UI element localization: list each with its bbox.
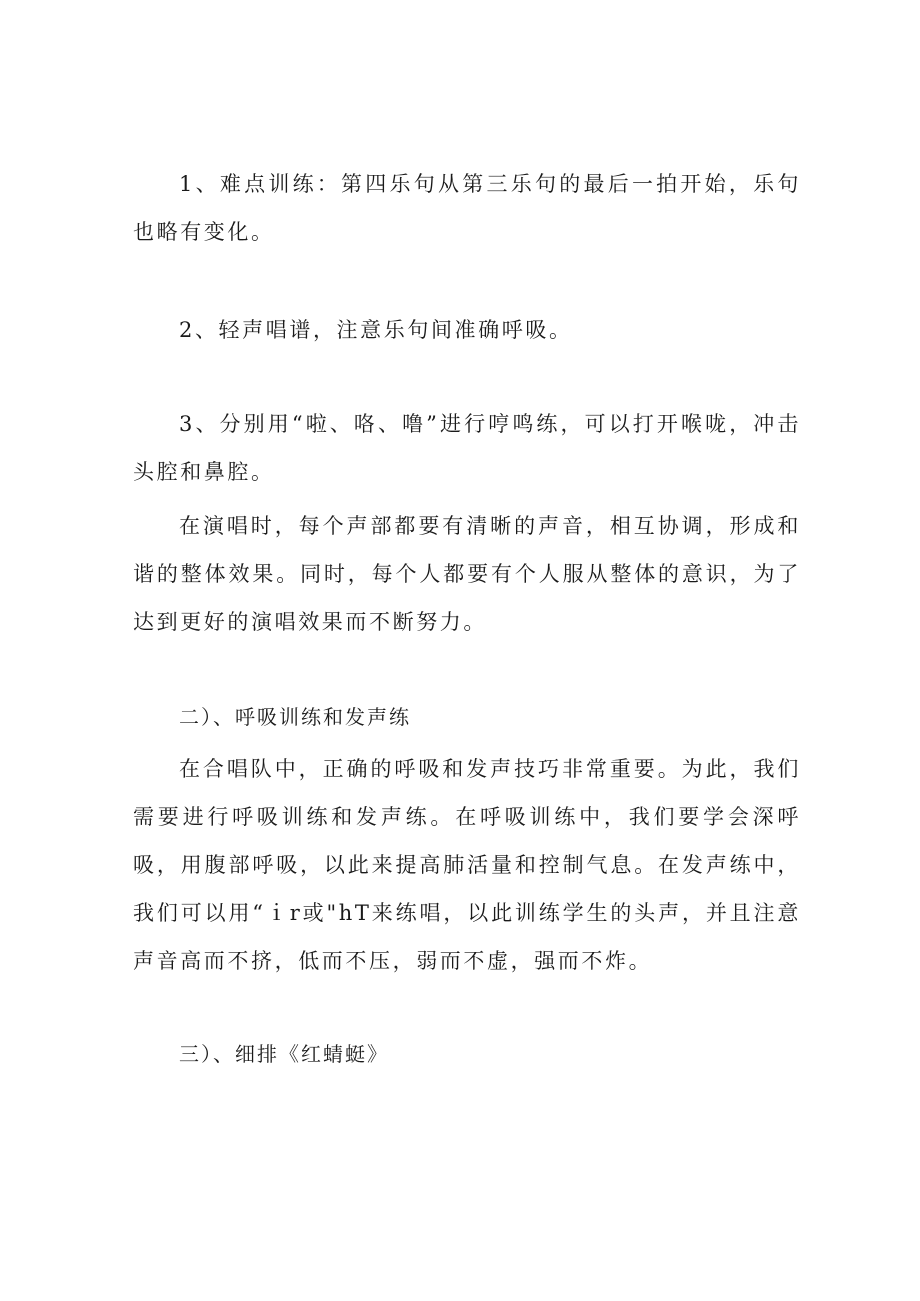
paragraph-breathing-and-vocalization: 在合唱队中，正确的呼吸和发声技巧非常重要。为此，我们需要进行呼吸训练和发声练。在呼吸训练中，我们要学会深呼吸，用腹部呼吸，以此来提高肺活量和控制气息。在发声练中，我们可以用“ｉr或"hT来练唱，以此训练学生的头声，并且注意声音高而不挤，低而不压，弱而不虚，强而不炸。 [133, 757, 801, 973]
section-heading-breathing-training: 二）、呼吸训练和发声练 [179, 705, 411, 729]
section-heading-red-dragonfly: 三）、细排《红蜻蜓》 [179, 1042, 389, 1066]
paragraph-difficult-point-training: 1、难点训练：第四乐句从第三乐句的最后一拍开始，乐句也略有变化。 [133, 172, 801, 244]
paragraph-humming-practice: 3、分别用“啦、咯、噜”进行哼鸣练，可以打开喉咙，冲击头腔和鼻腔。 [133, 412, 801, 484]
paragraph-performance-harmony: 在演唱时，每个声部都要有清晰的声音，相互协调，形成和谐的整体效果。同时，每个人都要有个人服从整体的意识，为了达到更好的演唱效果而不断努力。 [133, 514, 801, 634]
paragraph-soft-sight-singing: 2、轻声唱谱，注意乐句间准确呼吸。 [179, 318, 573, 342]
